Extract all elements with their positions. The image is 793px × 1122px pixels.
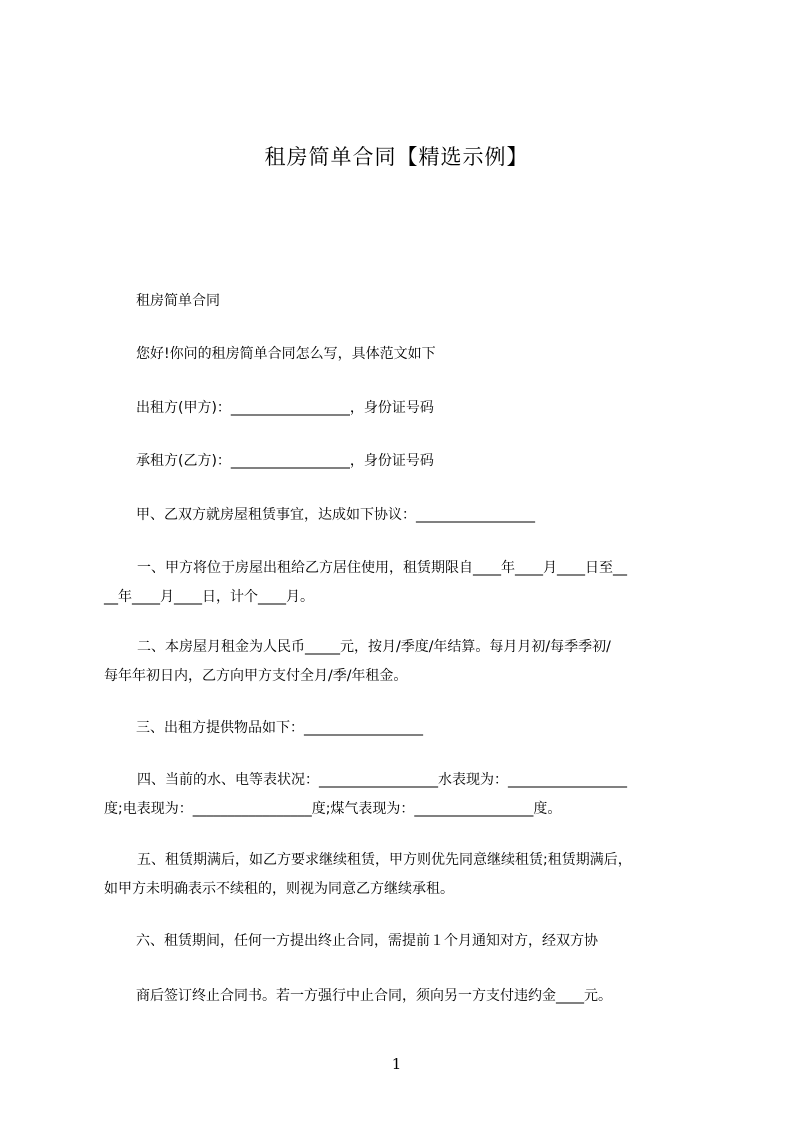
paragraph-line: 三、出租方提供物品如下：_________________ bbox=[136, 720, 423, 736]
paragraph-line: 如甲方未明确表示不续租的，则视为同意乙方继续承租。 bbox=[104, 881, 454, 897]
paragraph-greeting bbox=[136, 340, 736, 369]
clause-1 bbox=[104, 554, 704, 612]
paragraph-line: 出租方(甲方)：_________________，身份证号码 bbox=[136, 400, 434, 416]
paragraph-line: 四、当前的水、电等表状况：_________________水表现为：_________________ bbox=[137, 772, 627, 788]
page-number: 1 bbox=[391, 1055, 402, 1073]
clause-6-continued bbox=[136, 982, 736, 1011]
clause-3 bbox=[136, 714, 736, 743]
paragraph-lessor bbox=[136, 394, 736, 423]
paragraph-line: 五、租赁期满后，如乙方要求继续租赁，甲方则优先同意继续租赁;租赁期满后， bbox=[137, 852, 632, 868]
paragraph-line: 甲、乙双方就房屋租赁事宜，达成如下协议：_________________ bbox=[136, 507, 535, 523]
clause-6 bbox=[136, 927, 736, 956]
paragraph-line: __年____月____日，计个____月。 bbox=[104, 589, 314, 605]
clause-2 bbox=[104, 633, 704, 691]
paragraph-line: 您好!你问的租房简单合同怎么写，具体范文如下 bbox=[136, 346, 436, 362]
clause-4 bbox=[104, 766, 704, 824]
document-title: 租房简单合同【精选示例】 bbox=[264, 145, 529, 169]
clause-5 bbox=[104, 846, 704, 904]
paragraph-line: 一、甲方将位于房屋出租给乙方居住使用，租赁期限自____年____月____日至__ bbox=[137, 560, 627, 576]
paragraph-lessee bbox=[136, 447, 736, 476]
paragraph-line: 商后签订终止合同书。若一方强行中止合同，须向另一方支付违约金____元。 bbox=[136, 988, 612, 1004]
paragraph-agreement bbox=[136, 501, 736, 530]
paragraph-line: 度;电表现为：_________________度;煤气表现为：_________________度。 bbox=[104, 801, 562, 817]
paragraph-line: 承租方(乙方)：_________________，身份证号码 bbox=[136, 453, 434, 469]
paragraph-line: 二、本房屋月租金为人民币_____元，按月/季度/年结算。每月月初/每季季初/ bbox=[137, 639, 611, 655]
paragraph-line: 每年年初日内，乙方向甲方支付全月/季/年租金。 bbox=[104, 668, 408, 684]
paragraph-line: 六、租赁期间，任何一方提出终止合同，需提前１个月通知对方，经双方协 bbox=[136, 933, 598, 949]
paragraph-line: 租房简单合同 bbox=[136, 293, 220, 309]
paragraph-heading bbox=[136, 287, 736, 316]
